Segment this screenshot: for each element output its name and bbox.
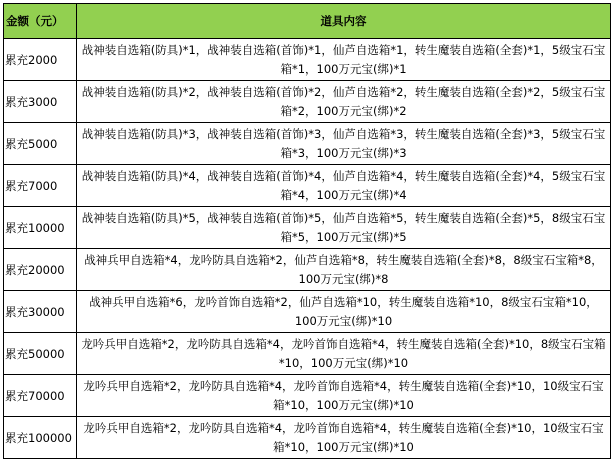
amount-cell: 累充7000 (4, 165, 77, 207)
table-row (4, 207, 611, 249)
content-cell: 战神装自选箱(防具)*1，战神装自选箱(首饰)*1，仙芦自选箱*1，转生魔装自选箱(全套)*1，5级宝石宝箱*1，100万元宝(绑)*1 (77, 39, 611, 81)
content-cell: 战神装自选箱(防具)*2，战神装自选箱(首饰)*2，仙芦自选箱*2，转生魔装自选箱(全套)*2，5级宝石宝箱*2，100万元宝(绑)*2 (77, 81, 611, 123)
reward-table (3, 3, 611, 459)
amount-cell: 累充3000 (4, 81, 77, 123)
amount-column-header: 金额（元） (4, 4, 77, 39)
amount-cell: 累充2000 (4, 39, 77, 81)
amount-cell: 累充10000 (4, 207, 77, 249)
table-row (4, 417, 611, 459)
content-cell: 战神装自选箱(防具)*5，战神装自选箱(首饰)*5，仙芦自选箱*5，转生魔装自选箱(全套)*5，8级宝石宝箱*5，100万元宝(绑)*5 (77, 207, 611, 249)
amount-cell: 累充5000 (4, 123, 77, 165)
table-row (4, 165, 611, 207)
table-row (4, 39, 611, 81)
content-cell: 龙吟兵甲自选箱*2，龙吟防具自选箱*4，龙吟首饰自选箱*4，转生魔装自选箱(全套)*10，10级宝石宝箱*10，100万元宝(绑)*10 (77, 417, 611, 459)
content-cell: 龙吟兵甲自选箱*2，龙吟防具自选箱*4，龙吟首饰自选箱*4，转生魔装自选箱(全套)*10，8级宝石宝箱*10，100万元宝(绑)*10 (77, 333, 611, 375)
content-cell: 战神装自选箱(防具)*3，战神装自选箱(首饰)*3，仙芦自选箱*3，转生魔装自选箱(全套)*3，5级宝石宝箱*3，100万元宝(绑)*3 (77, 123, 611, 165)
content-cell: 龙吟兵甲自选箱*2，龙吟防具自选箱*4，龙吟首饰自选箱*4，转生魔装自选箱(全套)*10，10级宝石宝箱*10，100万元宝(绑)*10 (77, 375, 611, 417)
amount-cell: 累充100000 (4, 417, 77, 459)
content-column-header: 道具内容 (77, 4, 611, 39)
reward-table-container (3, 3, 611, 459)
table-row (4, 375, 611, 417)
content-cell: 战神装自选箱(防具)*4，战神装自选箱(首饰)*4，仙芦自选箱*4，转生魔装自选箱(全套)*4，5级宝石宝箱*4，100万元宝(绑)*4 (77, 165, 611, 207)
content-cell: 战神兵甲自选箱*6，龙吟首饰自选箱*2，仙芦自选箱*10，转生魔装自选箱*10，8级宝石宝箱*10，100万元宝(绑)*10 (77, 291, 611, 333)
table-row (4, 249, 611, 291)
table-row (4, 333, 611, 375)
table-row (4, 291, 611, 333)
content-cell: 战神兵甲自选箱*4，龙吟防具自选箱*2，仙芦自选箱*8，转生魔装自选箱(全套)*8，8级宝石宝箱*8，100万元宝(绑)*8 (77, 249, 611, 291)
amount-cell: 累充20000 (4, 249, 77, 291)
amount-cell: 累充30000 (4, 291, 77, 333)
table-row (4, 123, 611, 165)
amount-cell: 累充70000 (4, 375, 77, 417)
amount-cell: 累充50000 (4, 333, 77, 375)
table-header-row (4, 4, 611, 39)
table-row (4, 81, 611, 123)
